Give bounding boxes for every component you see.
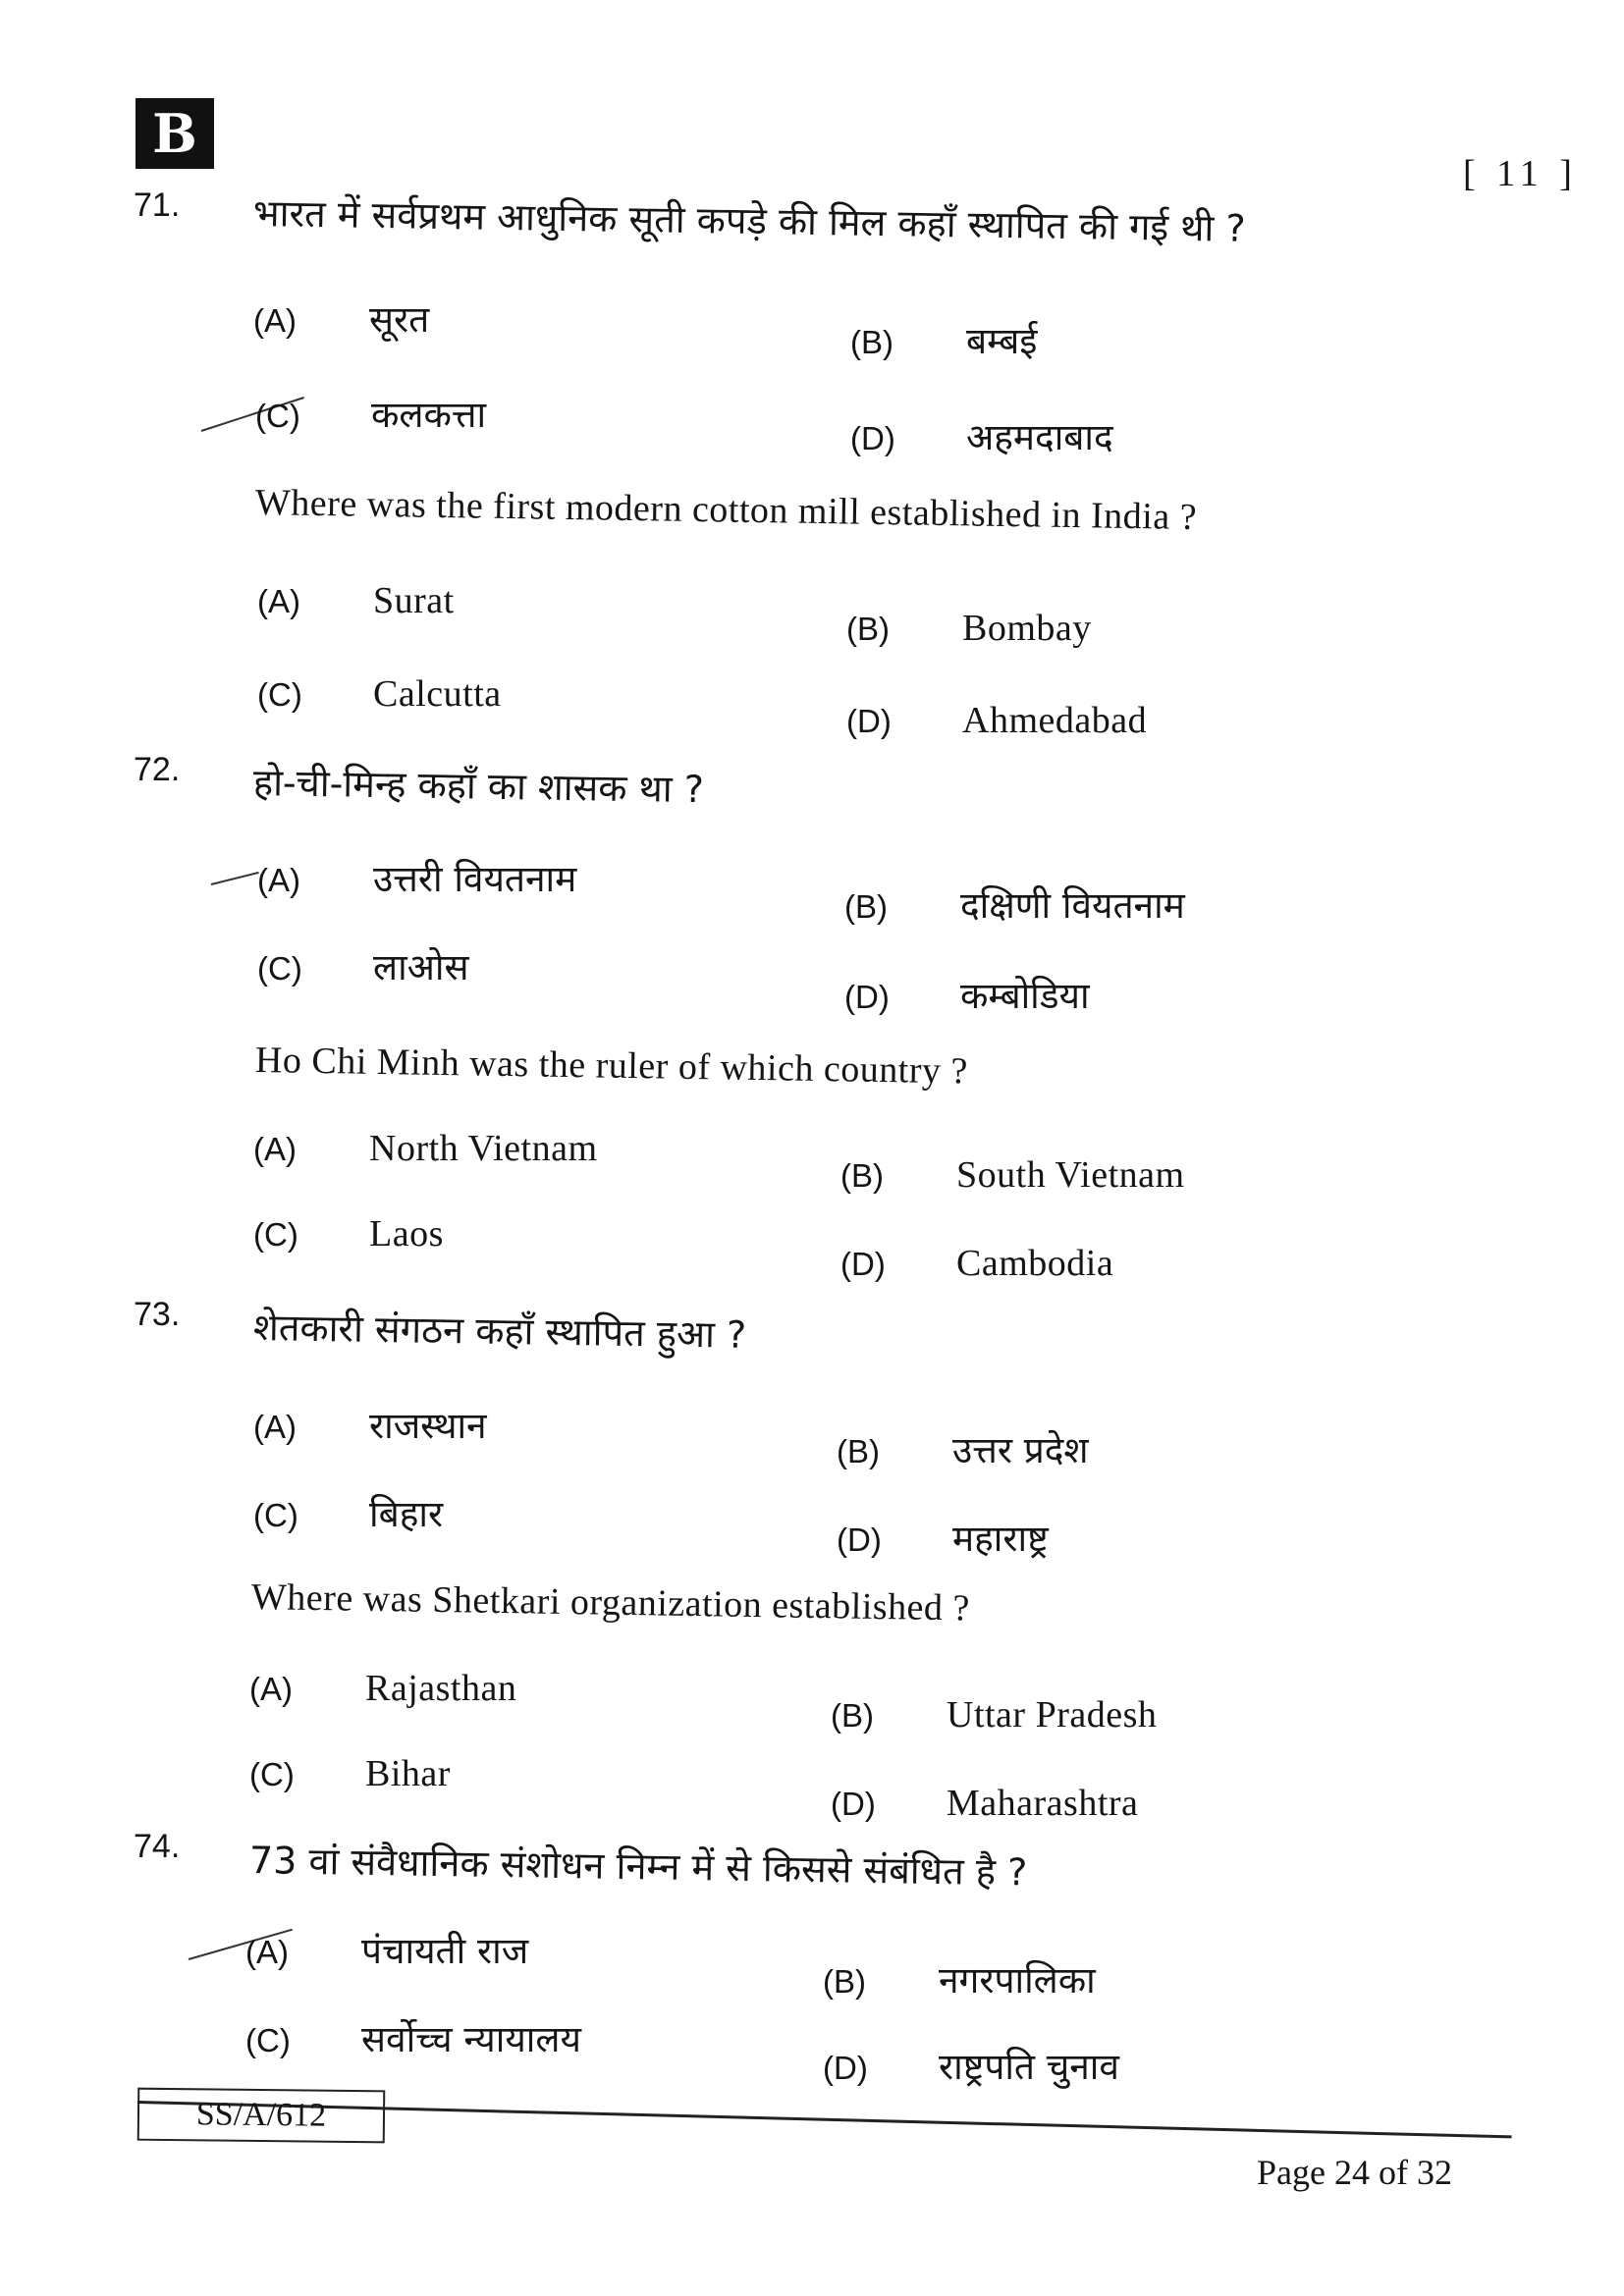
question-number: 72. (134, 751, 181, 788)
option-label: (B) (840, 1157, 884, 1194)
option-text: उत्तर प्रदेश (952, 1429, 1089, 1471)
option-c-hindi (253, 1487, 443, 1537)
page-number: Page 24 of 32 (1257, 2153, 1452, 2192)
option-a-hindi (253, 1399, 487, 1449)
option-label: (A) (253, 302, 297, 339)
option-b-hindi (823, 1953, 1096, 2003)
option-c-english (257, 672, 502, 716)
question-text-english: Where was Shetkari organization established ? (250, 1576, 971, 1629)
question-text-hindi: 73 वां संवैधानिक संशोधन निम्न में से किससे संबंधित है ? (248, 1839, 1028, 1895)
option-a-english (257, 579, 455, 622)
option-text: राजस्थान (369, 1405, 487, 1447)
option-c-english (253, 1212, 444, 1255)
set-badge: B (135, 98, 214, 169)
paper-code: SS/A/612 (137, 2088, 386, 2144)
option-b-hindi (837, 1423, 1089, 1473)
option-label: (A) (253, 1131, 297, 1167)
pen-mark (211, 872, 259, 885)
option-label: (B) (850, 324, 893, 360)
option-a-english (249, 1667, 516, 1710)
option-label: (A) (245, 1934, 289, 1970)
option-text: Cambodia (956, 1243, 1114, 1284)
option-text: South Vietnam (956, 1154, 1185, 1196)
option-d-hindi (837, 1512, 1049, 1562)
option-text: Rajasthan (365, 1668, 517, 1709)
option-label: (B) (837, 1433, 880, 1469)
option-text: Maharashtra (947, 1783, 1139, 1824)
option-d-hindi (850, 410, 1113, 460)
question-text-english: Where was the first modern cotton mill established in India ? (254, 482, 1198, 539)
question-number: 71. (134, 187, 181, 224)
option-text: अहमदाबाद (966, 416, 1113, 458)
option-d-english (840, 1242, 1113, 1285)
question-number: 74. (134, 1828, 181, 1865)
option-text: दक्षिणी वियतनाम (960, 884, 1185, 927)
option-text: Bombay (962, 608, 1092, 649)
option-b-english (831, 1693, 1157, 1736)
option-label: (C) (249, 1756, 295, 1792)
option-c-english (249, 1752, 451, 1795)
option-label: (D) (850, 420, 895, 456)
option-label: (B) (846, 611, 890, 647)
option-d-hindi (844, 969, 1090, 1019)
option-label: (B) (823, 1963, 866, 2000)
option-text: Calcutta (373, 673, 502, 715)
question-text-hindi: भारत में सर्वप्रथम आधुनिक सूती कपड़े की मिल कहाँ स्थापित की गई थी ? (252, 191, 1246, 250)
option-label: (A) (249, 1671, 293, 1707)
option-label: (D) (844, 979, 890, 1015)
question-text-hindi: शेतकारी संगठन कहाँ स्थापित हुआ ? (252, 1306, 747, 1357)
option-label: (C) (257, 950, 302, 987)
option-label: (C) (245, 2022, 291, 2058)
option-text: Surat (373, 580, 455, 621)
option-label: (B) (844, 888, 888, 925)
option-d-english (831, 1782, 1138, 1825)
option-label: (C) (253, 1216, 298, 1253)
option-text: बिहार (369, 1493, 444, 1535)
option-c-hindi (255, 388, 486, 438)
option-text: सर्वोच्च न्यायालय (361, 2018, 581, 2060)
option-text: सूरत (369, 298, 430, 341)
option-text: पंचायती राज (361, 1930, 529, 1972)
question-text-english: Ho Chi Minh was the ruler of which country ? (254, 1040, 969, 1093)
option-b-hindi (844, 879, 1185, 929)
option-label: (D) (823, 2050, 868, 2086)
option-text: कम्बोडिया (960, 975, 1090, 1017)
option-text: Laos (369, 1213, 444, 1255)
option-text: महाराष्ट्र (952, 1518, 1049, 1560)
option-text: बम्बई (966, 320, 1038, 362)
option-d-english (846, 699, 1147, 742)
option-text: Bihar (365, 1753, 451, 1794)
option-label: (D) (837, 1522, 882, 1558)
option-b-hindi (850, 314, 1037, 364)
question-number: 73. (134, 1296, 181, 1333)
option-a-hindi (257, 852, 576, 902)
option-text: Uttar Pradesh (947, 1694, 1158, 1735)
option-text: नगरपालिका (939, 1959, 1096, 2002)
option-text: Ahmedabad (962, 700, 1148, 741)
option-label: (C) (253, 1497, 298, 1533)
option-a-hindi (253, 293, 429, 343)
option-c-hindi (245, 2012, 581, 2062)
option-label: (C) (257, 676, 302, 713)
option-a-hindi (245, 1924, 528, 1974)
option-label: (D) (846, 703, 892, 739)
option-b-english (846, 607, 1092, 650)
option-text: उत्तरी वियतनाम (373, 858, 577, 900)
option-a-english (253, 1127, 598, 1170)
option-label: (A) (253, 1409, 297, 1445)
page-marker: [ 11 ] (1463, 153, 1578, 194)
option-label: (D) (831, 1786, 876, 1822)
option-label: (C) (255, 398, 300, 434)
question-text-hindi: हो-ची-मिन्ह कहाँ का शासक था ? (252, 761, 705, 812)
option-c-hindi (257, 940, 469, 990)
option-label: (D) (840, 1246, 886, 1282)
option-text: North Vietnam (369, 1128, 598, 1169)
option-d-hindi (823, 2040, 1119, 2090)
option-label: (B) (831, 1697, 874, 1734)
option-label: (A) (257, 862, 300, 898)
option-b-english (840, 1153, 1185, 1197)
option-text: कलकत्ता (371, 394, 487, 436)
option-label: (A) (257, 583, 300, 619)
option-text: राष्ट्रपति चुनाव (939, 2046, 1119, 2088)
option-text: लाओस (373, 946, 469, 988)
